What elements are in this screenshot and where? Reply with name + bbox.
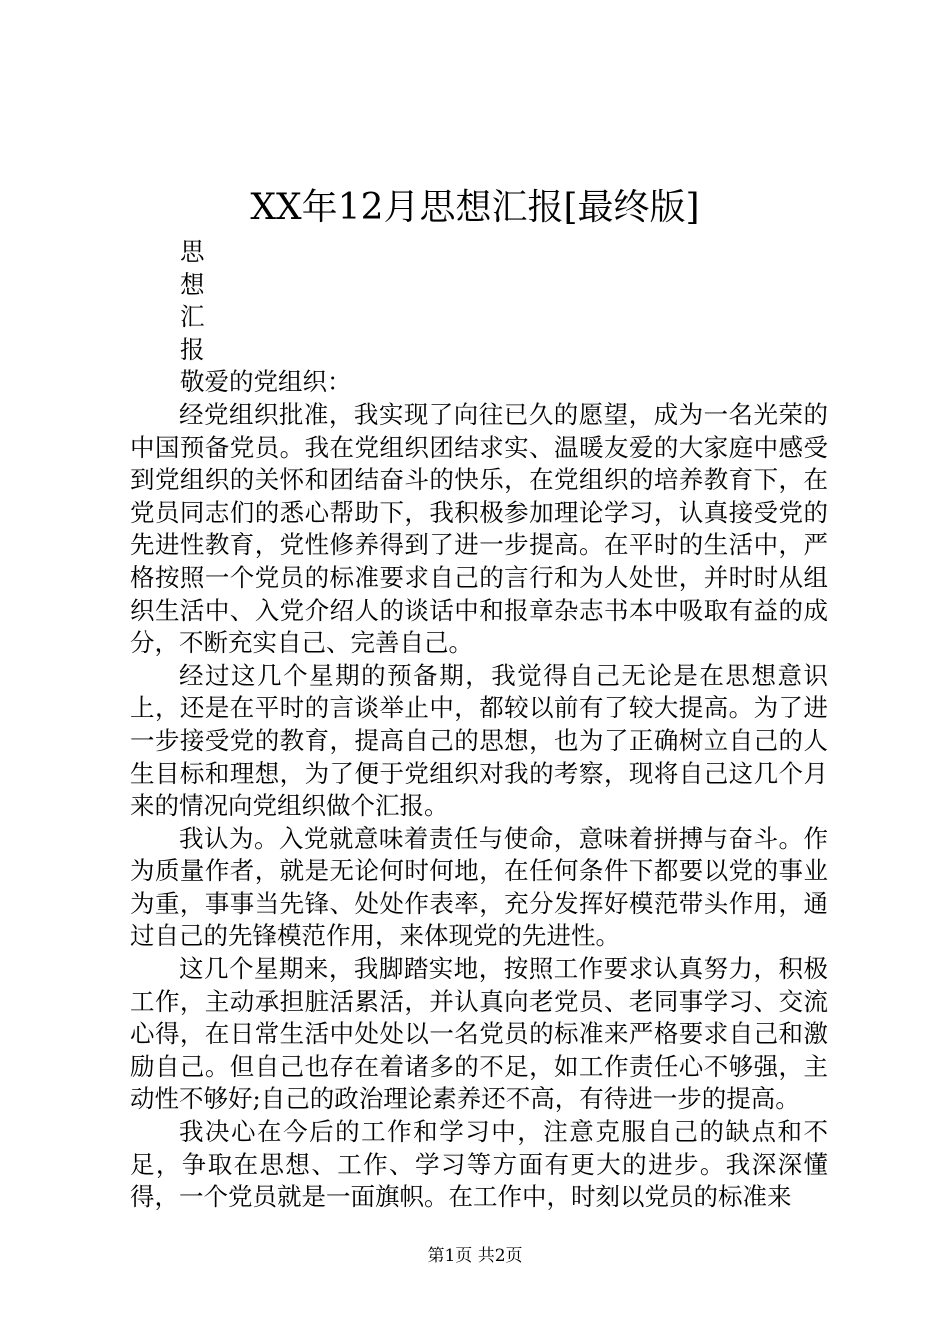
body-paragraph: 经过这几个星期的预备期，我觉得自己无论是在思想意识上，还是在平时的言谈举止中，都较以前有了较大提高。为了进一步接受党的教育，提高自己的思想，也为了正确树立自己的人生目标和理想，为了便于党组织对我的考察，现将自己这几个月来的情况向党组织做个汇报。 xyxy=(130,660,828,821)
document-title: XX年12月思想汇报[最终版] xyxy=(250,187,700,228)
vertical-heading-char: 想 xyxy=(180,269,205,299)
vertical-heading-char: 思 xyxy=(180,237,205,266)
document-body xyxy=(130,236,828,1214)
vertical-heading-char: 报 xyxy=(180,334,205,364)
body-paragraph: 经党组织批准，我实现了向往已久的愿望，成为一名光荣的中国预备党员。我在党组织团结求实、温暖友爱的大家庭中感受到党组织的关怀和团结奋斗的快乐，在党组织的培养教育下，在党员同志们的悉心帮助下，我积极参加理论学习，认真接受党的先进性教育，党性修养得到了进一步提高。在平时的生活中，严格按照一个党员的标准要求自己的言行和为人处世，并时时从组织生活中、入党介绍人的谈话中和报章杂志书本中吸取有益的成分，不断充实自己、完善自己。 xyxy=(130,399,828,658)
body-paragraph: 我认为。入党就意味着责任与使命，意味着拼搏与奋斗。作为质量作者，就是无论何时何地，在任何条件下都要以党的事业为重，事事当先锋、处处作表率，充分发挥好模范带头作用，通过自己的先锋模范作用，来体现党的先进性。 xyxy=(130,823,828,951)
vertical-heading-char: 汇 xyxy=(180,302,205,332)
body-paragraph: 我决心在今后的工作和学习中，注意克服自己的缺点和不足，争取在思想、工作、学习等方面有更大的进步。我深深懂得，一个党员就是一面旗帜。在工作中，时刻以党员的标准来 xyxy=(130,1117,828,1212)
body-paragraph: 这几个星期来，我脚踏实地，按照工作要求认真努力，积极工作，主动承担脏活累活，并认真向老党员、老同事学习、交流心得，在日常生活中处处以一名党员的标准来严格要求自己和激励自己。但自己也存在着诸多的不足，如工作责任心不够强，主动性不够好;自己的政治理论素养还不高，有待进一步的提高。 xyxy=(130,954,828,1114)
salutation: 敬爱的党组织： xyxy=(180,367,352,397)
page-footer: 第1页 共2页 xyxy=(427,1246,523,1266)
